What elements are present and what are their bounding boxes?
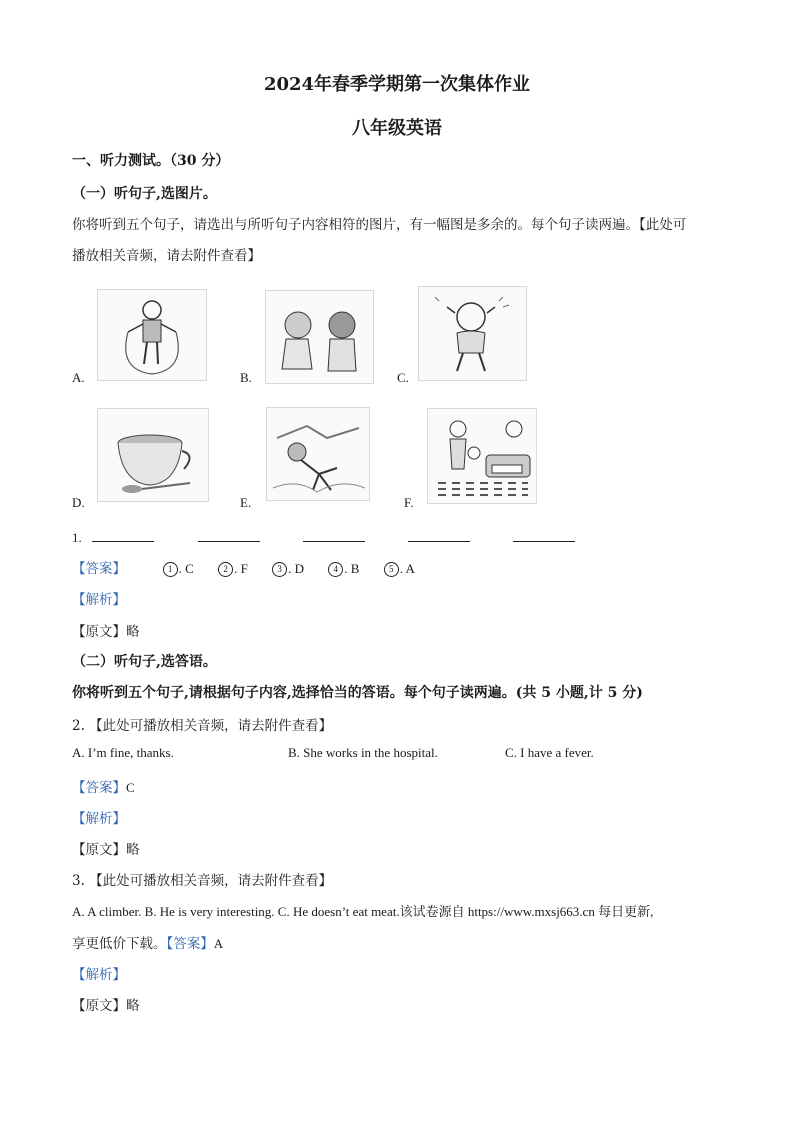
- answer-blank[interactable]: [303, 527, 365, 542]
- page-subtitle: 八年级英语: [352, 118, 442, 139]
- answer-item: 3 . D: [272, 561, 304, 577]
- option-b: B. She works in the hospital.: [288, 745, 438, 760]
- answer-tag: 【答案】: [72, 561, 126, 577]
- picture-label-b: B.: [240, 370, 252, 385]
- picture-cup-of-tea: [97, 408, 209, 502]
- answer-blank[interactable]: [513, 527, 575, 542]
- answer-blank[interactable]: [198, 527, 260, 542]
- picture-boy-falling: [266, 407, 370, 501]
- part2-instruction: 你将听到五个句子,请根据句子内容,选择恰当的答语。每个句子读两遍。(共 5 小题,计 5 分): [72, 685, 643, 701]
- answer-item: 5 . A: [384, 561, 415, 577]
- question-number: 1.: [72, 530, 82, 545]
- answer-row-3: 享更低价下载。【答案】A: [72, 936, 224, 952]
- page-title: 2024年春季学期第一次集体作业: [263, 74, 531, 95]
- question-3-options: A. A climber. B. He is very interesting. C. He doesn’t eat meat.该试卷源自 https://www.mxsj663.cn 每日更新,: [72, 904, 654, 919]
- picture-crossing-road: [427, 408, 537, 504]
- part1-instruction: 你将听到五个句子，请选出与所听句子内容相符的图片，有一幅图是多余的。每个句子读两遍。【此处可: [72, 217, 687, 233]
- picture-two-girls: [265, 290, 374, 384]
- original-text: 【原文】略: [72, 998, 140, 1014]
- part2-heading: （二）听句子,选答语。: [72, 654, 217, 670]
- answer-row-2: 【答案】C: [72, 780, 135, 796]
- picture-boy-skipping-rope: [97, 289, 207, 381]
- picture-label-e: E.: [240, 495, 252, 510]
- picture-label-f: F.: [404, 495, 414, 510]
- answer-row-1: [72, 557, 435, 577]
- question-2-prompt: 2. 【此处可播放相关音频，请去附件查看】: [72, 718, 333, 734]
- part1-heading: （一）听句子,选图片。: [72, 186, 217, 202]
- answer-blank[interactable]: [92, 527, 154, 542]
- answer-value: A: [213, 936, 224, 951]
- question-3-prompt: 3. 【此处可播放相关音频，请去附件查看】: [72, 873, 333, 889]
- answer-item: 4 . B: [328, 561, 359, 577]
- answer-value: C: [126, 780, 135, 795]
- picture-label-d: D.: [72, 495, 85, 510]
- option-c: C. I have a fever.: [505, 745, 594, 760]
- question-1: [72, 527, 615, 546]
- part1-instruction-cont: 播放相关音频，请去附件查看】: [72, 248, 261, 264]
- analysis-tag: 【解析】: [72, 592, 126, 608]
- picture-label-c: C.: [397, 370, 409, 385]
- answer-item: 2 . F: [218, 561, 248, 577]
- picture-label-a: A.: [72, 370, 85, 385]
- analysis-tag: 【解析】: [72, 811, 126, 827]
- original-text: 【原文】略: [72, 842, 140, 858]
- option-a: A. I’m fine, thanks.: [72, 745, 174, 760]
- answer-item: 1 . C: [163, 561, 194, 577]
- section-heading: 一、听力测试。（30 分）: [72, 153, 230, 169]
- analysis-tag: 【解析】: [72, 967, 126, 983]
- answer-blank[interactable]: [408, 527, 470, 542]
- original-text: 【原文】略: [72, 624, 140, 640]
- picture-man-headache: [418, 286, 527, 381]
